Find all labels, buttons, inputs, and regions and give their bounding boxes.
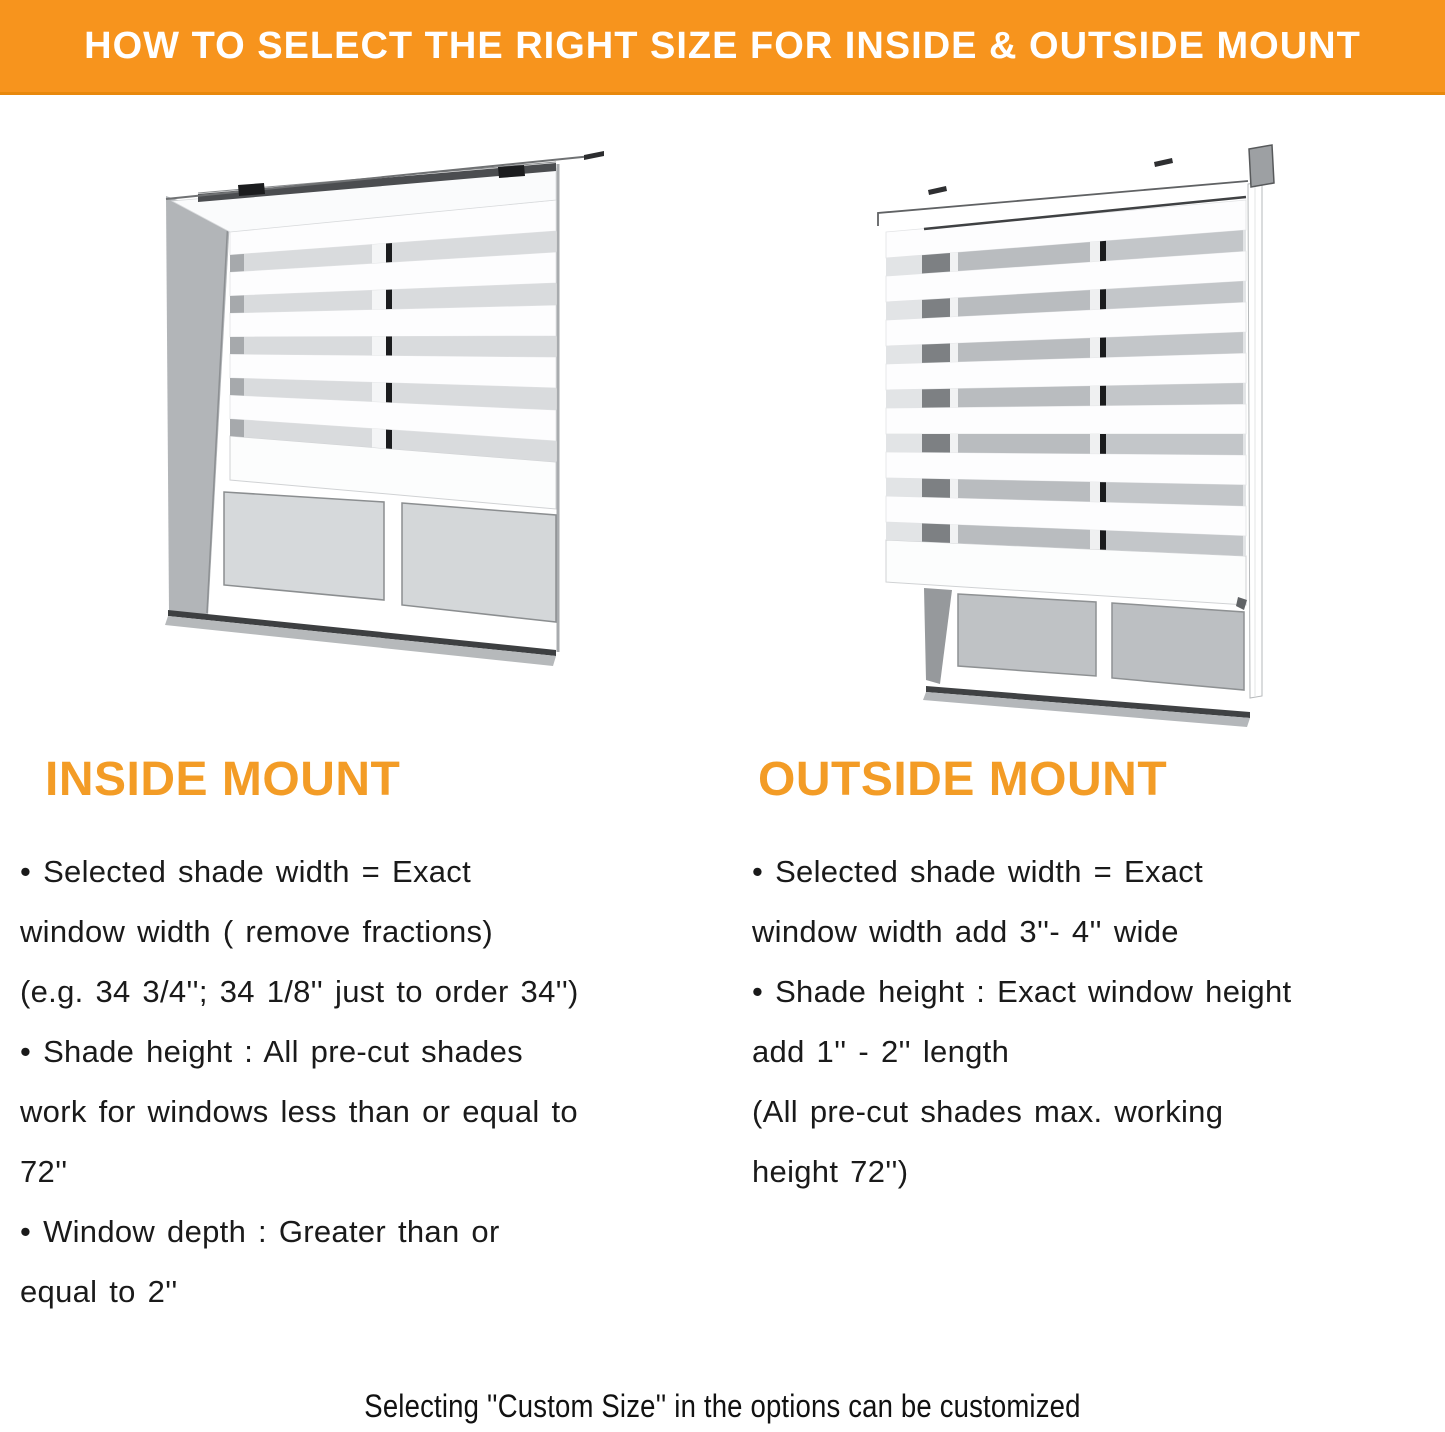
zebra-shade [230,195,556,515]
side-channel [1248,182,1262,698]
outside-mount-illustration [860,132,1300,732]
bullet-line: (All pre-cut shades max. working [752,1094,1224,1129]
bullet-line: work for windows less than or equal to [20,1094,578,1129]
bullet-line: add 1'' - 2'' length [752,1034,1010,1069]
bullet-line: height 72'') [752,1154,909,1189]
header-banner [0,0,1445,95]
outside-mount-heading: OUTSIDE MOUNT [758,753,1168,806]
mount-bracket-cap [1249,145,1274,187]
zebra-shade [886,195,1247,610]
bullet-line: • Selected shade width = Exact [20,854,472,889]
bullet-line: window width ( remove fractions) [20,914,493,949]
inside-mount-illustration [150,140,620,680]
bullet-line: • Window depth : Greater than or [20,1214,500,1249]
footer-note: Selecting ''Custom Size'' in the options can be customized [364,1388,1081,1424]
bullet-line: window width add 3''- 4'' wide [752,914,1179,949]
banner-title: HOW TO SELECT THE RIGHT SIZE FOR INSIDE & OUTSIDE MOUNT [84,24,1361,67]
outside-mount-text [752,842,1291,1202]
footer [0,1385,1445,1427]
bullet-line: 72'' [20,1154,68,1189]
inside-mount-text [20,842,579,1322]
bullet-line: equal to 2'' [20,1274,178,1309]
bullet-line: • Shade height : Exact window height [752,974,1292,1009]
bullet-line: • Selected shade width = Exact [752,854,1204,889]
inside-mount-heading: INSIDE MOUNT [45,753,401,806]
bullet-line: (e.g. 34 3/4''; 34 1/8'' just to order 34'') [20,974,579,1009]
bullet-line: • Shade height : All pre-cut shades [20,1034,523,1069]
window-frame [923,588,1250,727]
